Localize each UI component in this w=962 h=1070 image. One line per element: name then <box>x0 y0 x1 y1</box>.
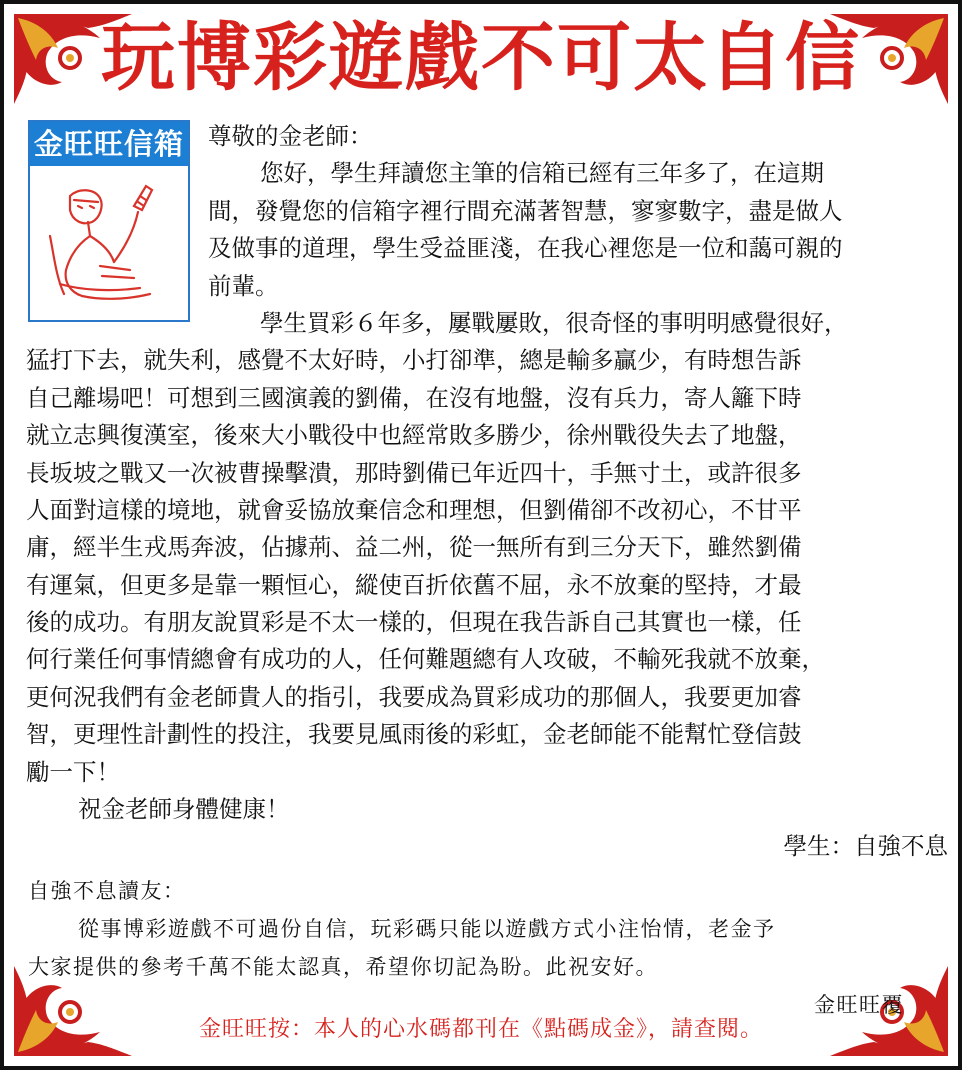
letter-line: 更何況我們有金老師貴人的指引，我要成為買彩成功的那個人，我要更加睿 <box>26 682 802 711</box>
letter-line: 何行業任何事情總會有成功的人，任何難題總有人攻破，不輸死我就不放棄， <box>26 645 825 674</box>
letter-line: 前輩。 <box>208 271 279 300</box>
headline: 玩博彩遊戲不可太自信 <box>101 15 861 101</box>
letter-line: 間，發覺您的信箱字裡行間充滿著智慧，寥寥數字，盡是做人 <box>208 196 843 225</box>
letter-line: 猛打下去，就失利，感覺不太好時，小打卻準，總是輸多贏少，有時想告訴 <box>26 346 802 375</box>
letter-line: 及做事的道理，學生受益匪淺，在我心裡您是一位和藹可親的 <box>208 234 843 263</box>
reply-line: 大家提供的參考千萬不能太認真，希望你切記為盼。此祝安好。 <box>28 955 658 979</box>
letter-greeting: 尊敬的金老師： <box>208 122 373 150</box>
reply-salutation: 自強不息讀友： <box>28 879 186 903</box>
letter-signature: 學生：自強不息 <box>783 832 948 861</box>
footer-note: 金旺旺按：本人的心水碼都刊在《點碼成金》，請查閱。 <box>198 1017 763 1042</box>
reply-signature: 金旺旺覆 <box>814 993 904 1017</box>
letter-line: 長坂坡之戰又一次被曹操擊潰，那時劉備已年近四十，手無寸土，或許很多 <box>26 458 802 487</box>
letter-line: 人面對這樣的境地，就會妥協放棄信念和理想，但劉備卻不改初心，不甘平 <box>26 495 802 524</box>
letter-line: 您好，學生拜讀您主筆的信箱已經有三年多了，在這期 <box>260 159 824 188</box>
letter-line: 勵一下！ <box>26 757 120 786</box>
letter-line: 智，更理性計劃性的投注，我要見風雨後的彩虹，金老師能不能幫忙登信鼓 <box>26 720 802 749</box>
letter-line: 就立志興復漢室，後來大小戰役中也經常敗多勝少，徐州戰役失去了地盤， <box>26 421 802 450</box>
reply-body <box>28 872 928 1024</box>
column-label: 金旺旺信箱 <box>30 122 188 166</box>
letter-line: 有運氣，但更多是靠一顆恒心，縱使百折依舊不屈，永不放棄的堅持，才最 <box>26 570 802 599</box>
letter-line: 後的成功。有朋友說買彩是不太一樣的，但現在我告訴自己其實也一樣，任 <box>26 608 802 637</box>
reply-line: 從事博彩遊戲不可過份自信，玩彩碼只能以遊戲方式小注怡情，老金予 <box>78 917 776 941</box>
letter-line: 自己離場吧！可想到三國演義的劉備，在沒有地盤，沒有兵力，寄人籬下時 <box>26 383 802 412</box>
letter-closing: 祝金老師身體健康！ <box>78 795 290 824</box>
letter-line: 庸，經半生戎馬奔波，佔據荊、益二州，從一無所有到三分天下，雖然劉備 <box>26 533 802 562</box>
letter-body <box>26 118 948 866</box>
letter-line: 學生買彩６年多，屢戰屢敗，很奇怪的事明明感覺很好， <box>260 308 848 337</box>
